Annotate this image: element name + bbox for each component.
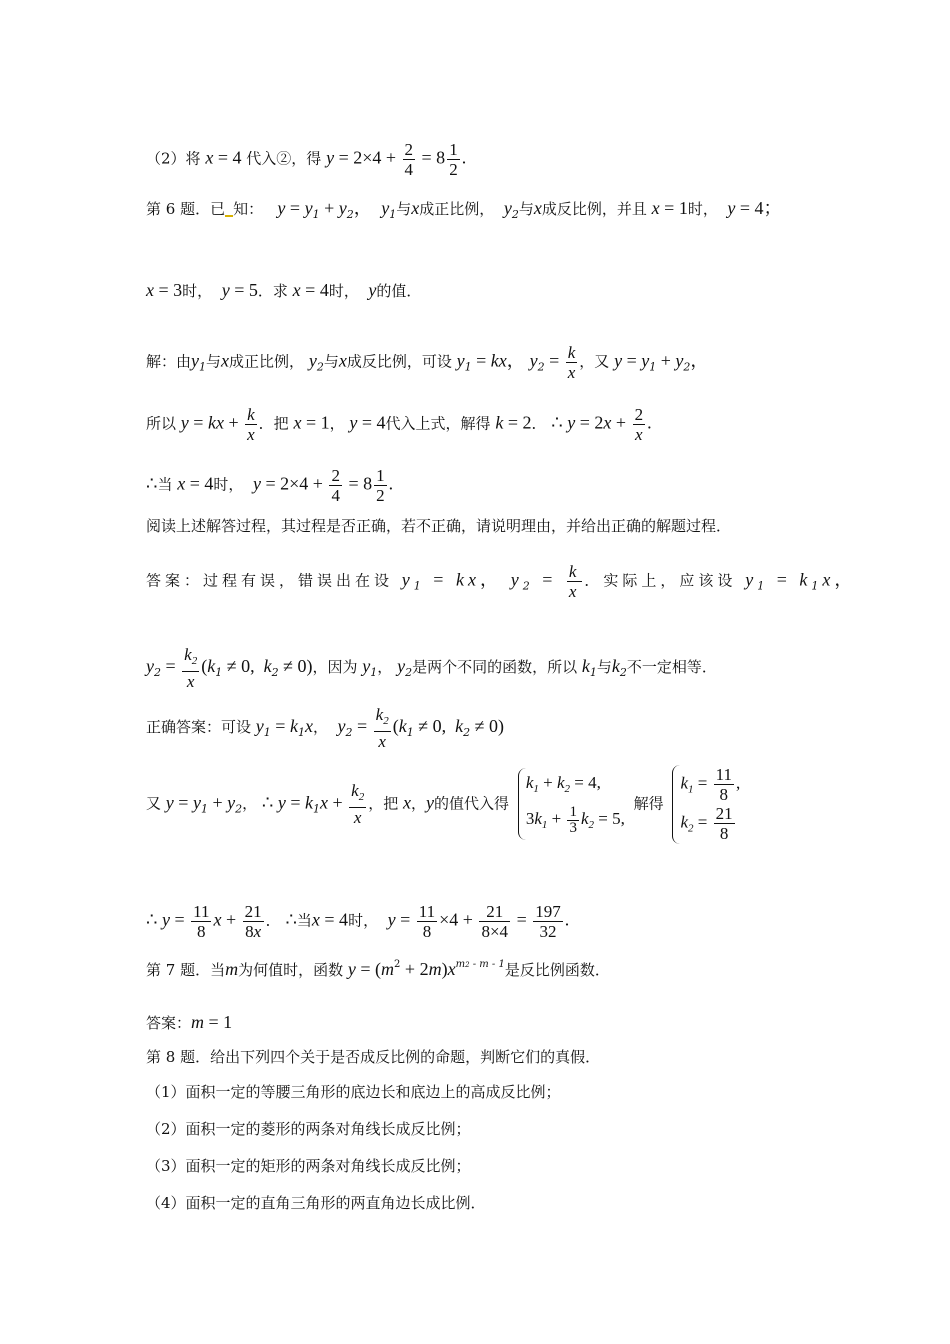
text: ， [312, 718, 328, 736]
text: ， [242, 794, 258, 813]
text: 解：由 [146, 352, 192, 371]
solution-system: $k_1$ = $\frac{11}{8}$ , $k_2$ = $\frac{21}{8}$ [672, 765, 740, 844]
proposition-4: （4）面积一定的直角三角形的两直角边长成比例． [146, 1194, 486, 1212]
equation-system: $k_1 + k_2 = 4$, $3k_1$ + $\frac{1}{3}$ $k_2 = 5$, [518, 768, 625, 840]
text: 第 7 题．当 [146, 961, 226, 979]
system-line: 又 $y = y_1 + y_2$， ∴ $y = k_1x$ + $\frac{k_2}{x}$ ，把 x，y的值代入得 $k_1 + k_2 = 4$, $3k_1$ + $\frac{1}{3}$ $k_2 = 5$, 解得 $k_1$ = $\frac{11}{8}$ , $k_2$ = $\frac{21}{8}$ [146, 765, 741, 844]
text: ，又 [579, 352, 610, 371]
solution-line-1: 解：由$y_1$与x成正比例， $y_2$与x成反比例，可设 $y_1$ = kx， $y_2$ = $\frac{k}{x}$ ，又 $y = y_1 + y_2$， [146, 343, 709, 382]
text: 答案：过程有误，错误出在设 [146, 571, 394, 590]
text: 与 [206, 352, 222, 371]
text: ，因为 [312, 658, 358, 676]
text: 时， [328, 282, 359, 300]
text: 当 [157, 475, 173, 494]
text: 的值代入得 [434, 794, 510, 813]
text: 成反比例，并且 [541, 200, 647, 218]
text: 时， [182, 282, 213, 300]
text: 知： [233, 200, 264, 218]
text: ， [377, 658, 393, 676]
correct-answer: 正确答案：可设 $y_1 = k_1x$， $y_2$ = $\frac{k_2}{x}$ ($k_1 \ne 0$, $k_2 \ne 0$) [146, 705, 504, 751]
text: 代入上式，解得 [385, 414, 491, 433]
text: 时， [348, 911, 379, 930]
answer-line-1: 答案：过程有误，错误出在设 $y_1$ = kx， $y_2$ = $\frac{k}{x}$ ．实际上，应该设 $y_1 = k_1x$， [146, 562, 857, 601]
text: 不一定相等． [626, 658, 717, 676]
proposition-1: （1）面积一定的等腰三角形的底边长和底边上的高成反比例； [146, 1083, 561, 1101]
text: 第 6 题．已 [146, 200, 226, 218]
text: 又 [146, 794, 162, 813]
text: 当 [296, 911, 312, 930]
text: ． [265, 911, 281, 930]
text: 与 [518, 200, 534, 218]
solution-line-3: ∴当 x = 4时， y = 2×4 + $\frac{2}{4}$ = 8 $\frac{1}{2}$ . [146, 466, 394, 505]
text: 是两个不同的函数，所以 [412, 658, 578, 676]
proposition-3: （3）面积一定的矩形的两条对角线长成反比例； [146, 1157, 471, 1175]
text: ．实际上，应该设 [584, 571, 737, 590]
text: ． [531, 414, 547, 433]
text: 成正比例， [419, 200, 495, 218]
text: 时， [213, 475, 244, 494]
line-substitution: （2）将 x = 4 代入②，得 y = 2×4 + $\frac{2}{4}$ = 8 $\frac{1}{2}$ . [146, 140, 467, 179]
text: 所以 [146, 414, 177, 433]
text: （2）将 [146, 149, 201, 168]
proposition-2: （2）面积一定的菱形的两条对角线长成反比例； [146, 1120, 471, 1138]
question-6-cont: x = 3时， y = 5．求 x = 4时， y的值． [146, 280, 422, 300]
question-8: 第 8 题．给出下列四个关于是否成反比例的命题，判断它们的真假． [146, 1048, 601, 1066]
question-7: 第 7 题．当m为何值时，函数 $y = (m^2 + 2m)x^{m2 - m - 1}$是反比例函数． [146, 959, 610, 979]
text: 与 [396, 200, 412, 218]
text: ．求 [257, 282, 288, 300]
text: 与 [596, 658, 612, 676]
answer-line-2: $y_2$ = $\frac{k_2}{x}$ ($k_1 \ne 0$, $k_2 \ne 0$)，因为 $y_1$， $y_2$是两个不同的函数，所以 $k_1$与$k_2$不一定相等． [146, 645, 717, 691]
final-result: ∴ y = $\frac{11}{8}$ x + $\frac{21}{8x}$ ． ∴当x = 4时， y = $\frac{11}{8}$ ×4 + $\frac{21}{8\times 4}$ = $\frac{197}{32}$ . [146, 902, 570, 941]
text: 是反比例函数． [504, 961, 610, 979]
text: 代入②，得 [246, 149, 322, 168]
text: ．把 [258, 414, 289, 433]
text: 与 [323, 352, 339, 371]
text: 成正比例， [229, 352, 305, 371]
answer-7: 答案：m = 1 [146, 1012, 233, 1032]
text: 的值． [376, 282, 422, 300]
text: 成反比例，可设 [346, 352, 452, 371]
text: 时， [687, 200, 718, 218]
text: 解得 [633, 794, 664, 813]
solution-line-2: 所以 y = kx + $\frac{k}{x}$ ．把 x = 1， y = 4代入上式，解得 k = 2． ∴ y = 2x + $\frac{2}{x}$ . [146, 405, 652, 444]
text: 正确答案：可设 [146, 718, 252, 736]
text: 为何值时，函数 [238, 961, 344, 979]
read-instruction: 阅读上述解答过程，其过程是否正确，若不正确，请说明理由，并给出正确的解题过程． [146, 517, 732, 535]
text: ，把 [368, 794, 399, 813]
question-6: 第 6 题．已 知： $y = y_1 + y_2$， $y_1$与x成正比例， $y_2$与x成反比例，并且 x = 1时， y = 4； [146, 198, 782, 221]
text: ， [411, 794, 427, 813]
text: ， [329, 414, 345, 433]
highlight-mark [225, 215, 233, 217]
text: 答案： [146, 1014, 192, 1032]
